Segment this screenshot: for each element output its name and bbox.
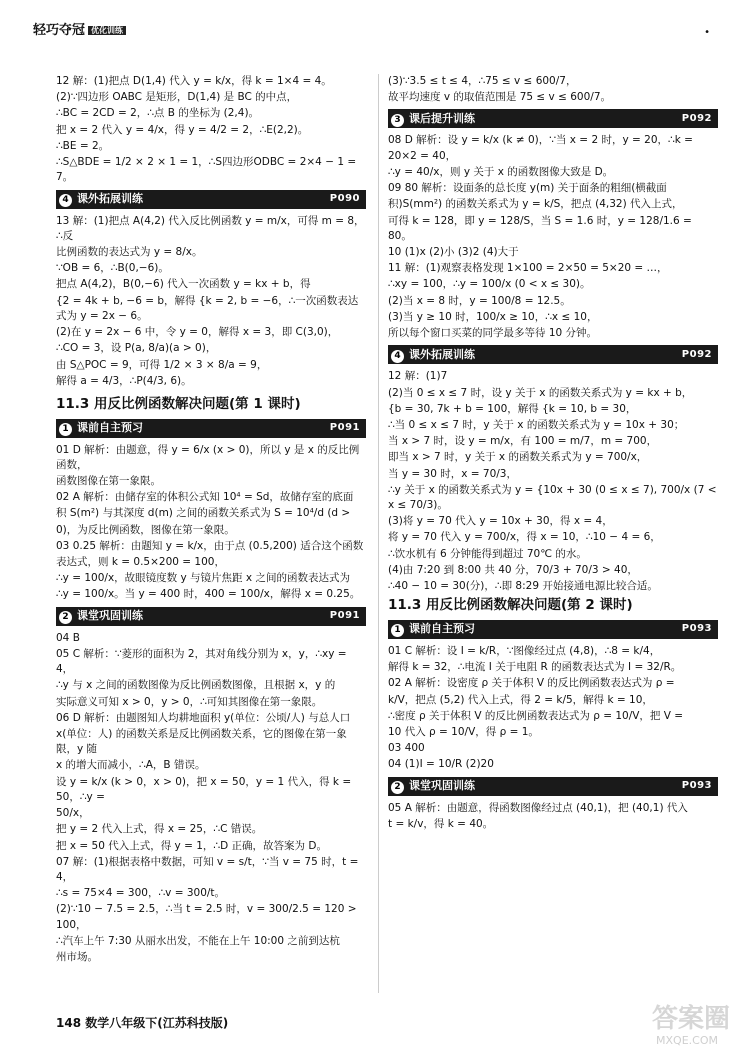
right-c-block xyxy=(388,369,718,594)
text-line: 12 解：(1)把点 D(1,4) 代入 y = k/x，得 k = 1×4 = 4。 xyxy=(56,75,332,87)
text-line: ∴y = 40/x，则 y 关于 x 的函数图像大致是 D。 xyxy=(388,165,614,178)
text-line: 把点 A(4,2)，B(0,−6) 代入一次函数 y = kx + b，得 xyxy=(56,278,311,291)
text-line: 比例函数的表达式为 y = 8/x。 xyxy=(56,245,203,258)
left-top-block xyxy=(56,74,366,186)
text-line: 13 解：(1)把点 A(4,2) 代入反比例函数 y = m/x，可得 m = 8，∴反 xyxy=(56,214,365,242)
page-ref: P091 xyxy=(329,609,360,621)
text-line: 函数图像在第一象限。 xyxy=(56,474,161,487)
section-number: 4 xyxy=(391,350,404,363)
section-number: 4 xyxy=(59,194,72,207)
text-line: 06 D 解析：由题图知人均耕地面积 y(单位：公顷/人) 与总人口 xyxy=(56,711,351,724)
text-line: 所以每个窗口买菜的同学最多等待 10 分钟。 xyxy=(388,327,598,340)
brand-badge: 优化训练 xyxy=(88,26,126,35)
text-line: (2)当 0 ≤ x ≤ 7 时，设 y 关于 x 的函数关系式为 y = kx + b， xyxy=(388,386,693,399)
text-line: 01 C 解析：设 I = k/R，∵图像经过点 (4,8)，∴8 = k/4， xyxy=(388,644,661,657)
section-number: 2 xyxy=(391,781,404,794)
page-ref: P092 xyxy=(681,112,712,124)
text-line: 表达式，则 k = 0.5×200 = 100， xyxy=(56,556,225,569)
left-b-block xyxy=(56,631,366,966)
text-line: (3)将 y = 70 代入 y = 10x + 30，得 x = 4， xyxy=(388,515,613,528)
text-line: 04 B xyxy=(56,631,80,644)
text-line: 02 A 解析：由储存室的体积公式知 10⁴ = Sd，故储存室的底面 xyxy=(56,491,354,504)
text-line: x(单位：人) 的函数关系是反比例函数关系，它的图像在第一象限，y 随 xyxy=(56,728,347,756)
text-line: 01 D 解析：由题意，得 y = 6/x (x > 0)，所以 y 是 x 的反比例函数， xyxy=(56,443,360,471)
page-ref: P091 xyxy=(329,421,360,433)
right-e-block xyxy=(388,801,718,832)
page-ref: P093 xyxy=(681,779,712,791)
text-line: 09 80 解析：设面条的总长度 y(m) 关于面条的粗细(横截面 xyxy=(388,182,667,195)
text-line: ∴当 0 ≤ x ≤ 7 时，y 关于 x 的函数关系式为 y = 10x + 30； xyxy=(388,418,685,431)
text-line: (2)当 x = 8 时，y = 100/8 = 12.5。 xyxy=(388,294,571,307)
left-a-block xyxy=(56,443,366,603)
brand-logo xyxy=(33,22,126,41)
text-line: 把 x = 2 代入 y = 4/x，得 y = 4/2 = 2，∴E(2,2)。 xyxy=(56,123,309,136)
section-number: 1 xyxy=(59,423,72,436)
section-title: 课前自主预习 xyxy=(77,420,143,434)
left-mid-block xyxy=(56,214,366,389)
text-line: 设 y = k/x (k > 0，x > 0)，把 x = 50，y = 1 代入，得 k = 50，∴y = xyxy=(56,775,352,803)
text-line: ∴汽车上午 7:30 从丽水出发，不能在上午 10:00 之前到达杭 xyxy=(56,934,340,947)
text-line: 将 y = 70 代入 y = 700/x，得 x = 10，∴10 − 4 = 6， xyxy=(388,531,661,544)
text-line: {b = 30, 7k + b = 100，解得 {k = 10, b = 30， xyxy=(388,402,637,415)
section-number: 2 xyxy=(59,611,72,624)
text-line: 积 S(m²) 与其深度 d(m) 之间的函数关系式为 S = 10⁴/d (d > xyxy=(56,507,351,520)
text-line: 把 y = 2 代入上式，得 x = 25，∴C 错误。 xyxy=(56,823,263,836)
text-line: 解得 a = 4/3，∴P(4/3, 6)。 xyxy=(56,374,192,387)
text-line: ∴密度 ρ 关于体积 V 的反比例函数表达式为 ρ = 10/V，把 V = xyxy=(388,709,684,722)
watermark-site: MXQE.COM xyxy=(656,1034,718,1048)
text-line: (4)由 7:20 到 8:00 共 40 分，70/3 + 70/3 > 40， xyxy=(388,563,638,576)
section-number: 1 xyxy=(391,624,404,637)
text-line: ∴BE = 2。 xyxy=(56,139,110,152)
right-b-block xyxy=(388,133,718,341)
text-line: {2 = 4k + b, −6 = b，解得 {k = 2, b = −6，∴一次函数表达式为 y = 2x − 6。 xyxy=(56,294,359,322)
text-line: 0)，为反比例函数，图像在第一象限。 xyxy=(56,523,235,536)
text-line: (3)当 y ≥ 10 时，100/x ≥ 10，∴x ≤ 10， xyxy=(388,310,598,323)
page-footer xyxy=(56,1015,228,1032)
text-line: 把 x = 50 代入上式，得 y = 1，∴D 正确，故答案为 D。 xyxy=(56,839,327,852)
text-line: ∴S△BDE = 1/2 × 2 × 1 = 1，∴S四边形ODBC = 2×4 − 1 = 7。 xyxy=(56,156,357,184)
text-line: 11 解：(1)观察表格发现 1×100 = 2×50 = 5×20 = …， xyxy=(388,262,668,275)
text-line: ∴CO = 3，设 P(a, 8/a)(a > 0)， xyxy=(56,342,217,355)
text-line: ∴s = 75×4 = 300，∴v = 300/t。 xyxy=(56,887,226,900)
text-line: ∴xy = 100，∴y = 100/x (0 < x ≤ 30)。 xyxy=(388,278,591,291)
section-heading-lesson-1: 11.3 用反比例函数解决问题(第 1 课时) xyxy=(56,395,301,412)
text-line: t = k/v，得 k = 40。 xyxy=(388,817,494,830)
section-title: 课后提升训练 xyxy=(409,111,475,125)
text-line: 由 S△POC = 9，可得 1/2 × 3 × 8/a = 9， xyxy=(56,358,268,371)
text-line: ∴y 关于 x 的函数关系式为 y = {10x + 30 (0 ≤ x ≤ 7), 700/x (7 < x ≤ 70/3)。 xyxy=(388,483,717,512)
section-bar-improvement xyxy=(388,109,718,128)
section-heading-lesson-2: 11.3 用反比例函数解决问题(第 2 课时) xyxy=(388,597,633,614)
text-line: 当 y = 30 时，x = 70/3， xyxy=(388,467,517,480)
text-line: 02 A 解析：设密度 ρ 关于体积 V 的反比例函数表达式为 ρ = xyxy=(388,677,675,690)
text-line: 州市场。 xyxy=(56,951,98,964)
text-line: 50/x， xyxy=(56,807,90,820)
text-line: 即当 x > 7 时，y 关于 x 的函数关系式为 y = 700/x， xyxy=(388,451,648,464)
watermark-logo: 答案圈 xyxy=(651,1004,730,1035)
text-line: 解得 k = 32，∴电流 I 关于电阻 R 的函数表达式为 I = 32/R。 xyxy=(388,661,682,674)
text-line: x 的增大而减小，∴A，B 错误。 xyxy=(56,759,206,772)
text-line: 05 C 解析：∵菱形的面积为 2，其对角线分别为 x，y，∴xy = 4， xyxy=(56,647,347,676)
text-line: 可得 k = 128，即 y = 128/S，当 S = 1.6 时，y = 128/1.6 = 80。 xyxy=(388,214,692,242)
right-column xyxy=(388,74,718,998)
text-line: (3)∵3.5 ≤ t ≤ 4，∴75 ≤ v ≤ 600/7， xyxy=(388,75,577,87)
page-ref: P090 xyxy=(329,192,360,204)
section-bar-extension-right xyxy=(388,345,718,364)
text-line: ∴BC = 2CD = 2，∴点 B 的坐标为 (2,4)。 xyxy=(56,107,260,120)
text-line: (2)在 y = 2x − 6 中，令 y = 0，解得 x = 3，即 C(3,0)， xyxy=(56,326,339,339)
text-line: 04 (1)I = 10/R (2)20 xyxy=(388,758,494,771)
text-line: ∴y = 100/x，故眼镜度数 y 与镜片焦距 x 之间的函数表达式为 xyxy=(56,572,350,585)
text-line: 07 解：(1)根据表格中数据，可知 v = s/t，∵当 v = 75 时，t = 4， xyxy=(56,855,359,883)
section-bar-preview xyxy=(56,419,366,438)
section-bar-extension xyxy=(56,190,366,209)
text-line: ∵OB = 6，∴B(0,−6)。 xyxy=(56,262,169,275)
text-line: 05 A 解析：由题意，得函数图像经过点 (40,1)，把 (40,1) 代入 xyxy=(388,801,688,814)
text-line: 当 x > 7 时，设 y = m/x，有 100 = m/7，m = 700， xyxy=(388,435,658,448)
section-bar-consolidation xyxy=(56,607,366,626)
book-title: 数学八年级下(江苏科技版) xyxy=(85,1016,229,1030)
section-number: 3 xyxy=(391,114,404,127)
text-line: ∴40 − 10 = 30(分)，∴即 8:29 开始接通电源比较合适。 xyxy=(388,580,658,593)
text-line: 故平均速度 v 的取值范围是 75 ≤ v ≤ 600/7。 xyxy=(388,91,612,104)
section-title: 课堂巩固训练 xyxy=(77,609,143,623)
section-title: 课前自主预习 xyxy=(409,622,475,636)
text-line: ∴y = 100/x。当 y = 400 时，400 = 100/x，解得 x = 0.25。 xyxy=(56,588,361,601)
corner-dot: • xyxy=(704,27,710,38)
text-line: ∴饮水机有 6 分钟能得到超过 70℃ 的水。 xyxy=(388,547,587,560)
section-title: 课外拓展训练 xyxy=(409,347,475,361)
text-line: 实际意义可知 x > 0，y > 0，∴可知其图像在第一象限。 xyxy=(56,695,323,708)
text-line: 12 解：(1)7 xyxy=(388,370,448,383)
text-line: 10 (1)x (2)小 (3)2 (4)大于 xyxy=(388,245,519,258)
text-line: 10 代入 ρ = 10/V，得 ρ = 1。 xyxy=(388,726,539,738)
text-line: 积)S(mm²) 的函数关系式为 y = k/S，把点 (4,32) 代入上式， xyxy=(388,198,683,211)
page-number: 148 xyxy=(56,1016,82,1030)
section-title: 课堂巩固训练 xyxy=(409,779,475,793)
right-d-block xyxy=(388,644,718,773)
text-line: (2)∵10 − 7.5 = 2.5，∴当 t = 2.5 时，v = 300/2.5 = 120 > 100， xyxy=(56,903,357,931)
text-line: ∴y 与 x 之间的函数图像为反比例函数图像，且根据 x，y 的 xyxy=(56,679,336,692)
section-bar-consolidation-right xyxy=(388,777,718,796)
brand-text: 轻巧夺冠 xyxy=(33,23,86,38)
left-column xyxy=(56,74,366,998)
section-title: 课外拓展训练 xyxy=(77,192,143,206)
right-a-block xyxy=(388,74,718,105)
column-divider xyxy=(378,74,379,993)
text-line: 03 400 xyxy=(388,742,425,755)
text-line: k/V，把点 (5,2) 代入上式，得 2 = k/5，解得 k = 10， xyxy=(388,693,653,706)
text-line: 03 0.25 解析：由题知 y = k/x，由于点 (0.5,200) 适合这个函数 xyxy=(56,539,364,552)
page-ref: P093 xyxy=(681,623,712,635)
section-bar-preview-right xyxy=(388,620,718,639)
text-line: 08 D 解析：设 y = k/x (k ≠ 0)，∵当 x = 2 时，y = 20，∴k = 20×2 = 40， xyxy=(388,134,693,162)
text-line: (2)∵四边形 OABC 是矩形，D(1,4) 是 BC 的中点， xyxy=(56,91,298,104)
page-ref: P092 xyxy=(681,348,712,360)
